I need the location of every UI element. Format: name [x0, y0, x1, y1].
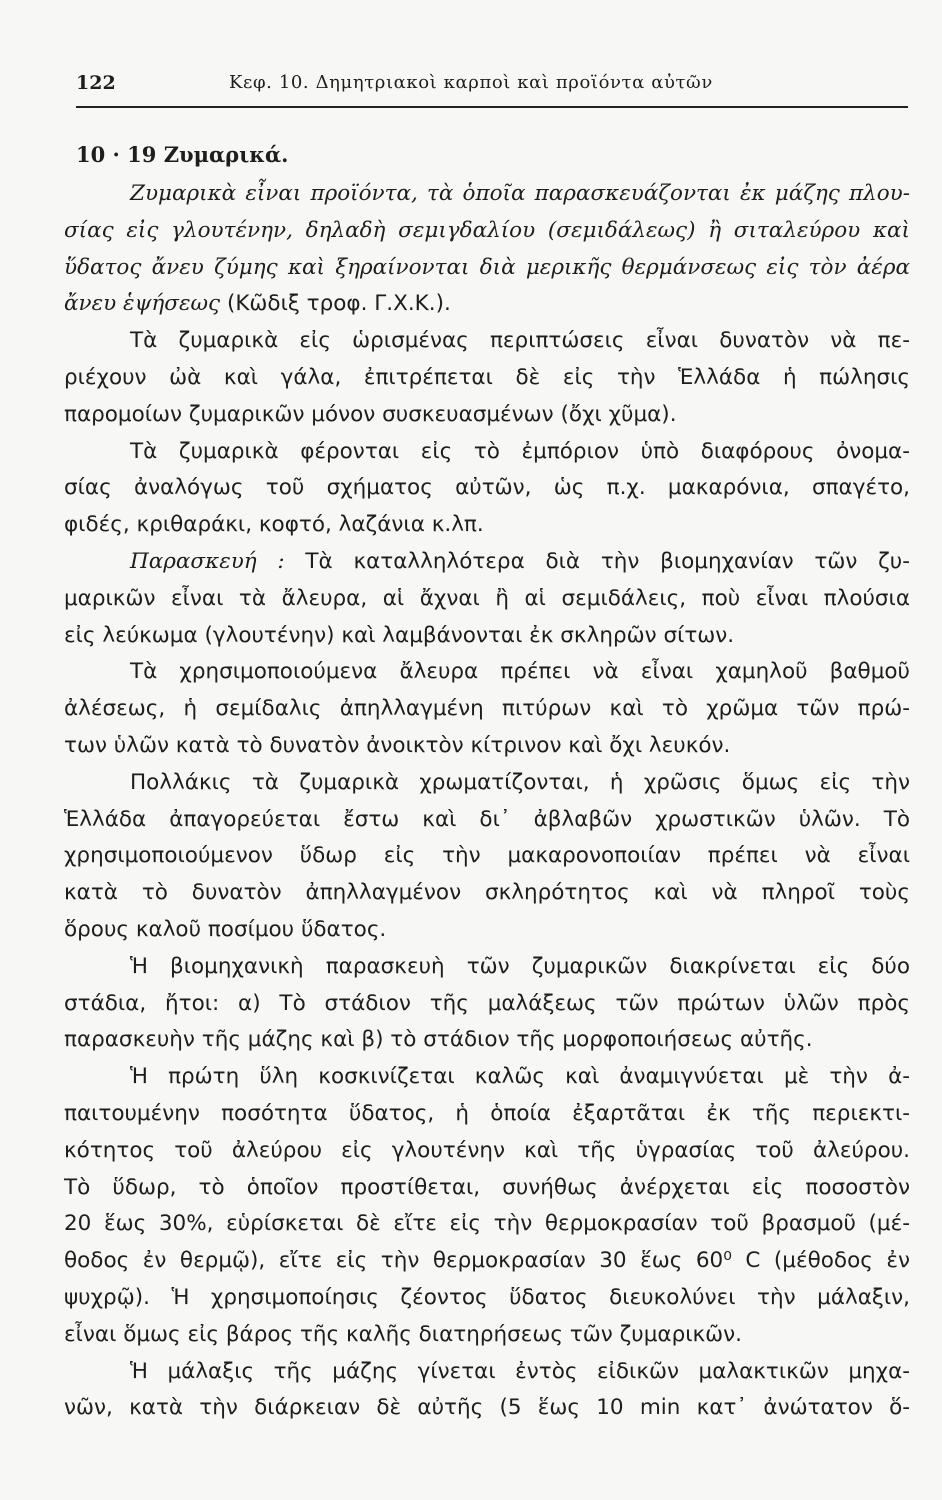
text-line: Πολλάκις τὰ ζυμαρικὰ χρωματίζονται, ἡ χρῶσις ὅμως εἰς τὴν	[130, 769, 910, 795]
text-line: σίας ἀναλόγως τοῦ σχήματος αὐτῶν, ὡς π.χ. μακαρόνια, σπαγέτο,	[64, 475, 910, 501]
text-line: χρησιμοποιούμενον ὕδωρ εἰς τὴν μακαρονοποιίαν πρέπει νὰ εἶναι	[64, 843, 910, 869]
text-line: Τὰ ζυμαρικὰ εἰς ὡρισμένας περιπτώσεις εἶναι δυνατὸν νὰ πε-	[130, 328, 910, 354]
text-line: ὕδατος ἄνευ ζύμης καὶ ξηραίνονται διὰ μερικῆς θερμάνσεως εἰς τὸν ἀέρα	[64, 254, 910, 280]
text-line: κότητος τοῦ ἀλεύρου εἰς γλουτένην καὶ τῆς ὑγρασίας τοῦ ἀλεύρου.	[64, 1137, 910, 1163]
text-line: Ἡ πρώτη ὕλη κοσκινίζεται καλῶς καὶ ἀναμιγνύεται μὲ τὴν ἀ-	[130, 1064, 910, 1090]
page-number: 122	[76, 72, 116, 94]
text-line: 20 ἕως 30%, εὑρίσκεται δὲ εἴτε εἰς τὴν θερμοκρασίαν τοῦ βρασμοῦ (μέ-	[64, 1211, 910, 1237]
text-line: εἶναι ὅμως εἰς βάρος τῆς καλῆς διατηρήσεως τῶν ζυμαρικῶν.	[64, 1321, 743, 1347]
text-line: Τὸ ὕδωρ, τὸ ὁποῖον προστίθεται, συνήθως ἀνέρχεται εἰς ποσοστὸν	[64, 1174, 910, 1200]
italic-phrase: ἄνευ ἑψήσεως	[64, 291, 221, 317]
text-line: ριέχουν ὠὰ καὶ γάλα, ἐπιτρέπεται δὲ εἰς τὴν Ἑλλάδα ἡ πώλησις	[64, 364, 910, 390]
body-text	[64, 176, 910, 1427]
text-line: στάδια, ἤτοι: α) Τὸ στάδιον τῆς μαλάξεως τῶν πρώτων ὑλῶν πρὸς	[64, 990, 910, 1016]
text-line: ψυχρῷ). Ἡ χρησιμοποίησις ζέοντος ὕδατος διευκολύνει τὴν μάλαξιν,	[64, 1284, 910, 1310]
section-title: 10 · 19 Ζυμαρικά.	[76, 142, 289, 167]
text-line: παρομοίων ζυμαρικῶν μόνον συσκευασμένων (ὄχι χῦμα).	[64, 401, 677, 427]
text-line: παιτουμένην ποσότητα ὕδατος, ἡ ὁποία ἐξαρτᾶται ἐκ τῆς περιεκτι-	[64, 1100, 910, 1126]
text-line: Ζυμαρικὰ εἶναι προϊόντα, τὰ ὁποῖα παρασκευάζονται ἐκ μάζης πλου-	[130, 181, 910, 206]
text-fragment: (Κῶδιξ τροφ. Γ.Χ.Κ.).	[220, 291, 451, 317]
italic-heading: Παρασκευή :	[130, 548, 285, 574]
page-header	[76, 68, 906, 102]
text-line: σίας εἰς γλουτένην, δηλαδὴ σεμιγδαλίου (σεμιδάλεως) ἢ σιταλεύρου καὶ	[64, 217, 910, 243]
running-head: Κεφ. 10. Δημητριακοὶ καρποὶ καὶ προϊόντα αὐτῶν	[229, 72, 713, 93]
text-line: Ἑλλάδα ἀπαγορεύεται ἔστω καὶ δι᾽ ἀβλαβῶν χρωστικῶν ὑλῶν. Τὸ	[64, 806, 910, 832]
text-line: φιδές, κριθαράκι, κοφτό, λαζάνια κ.λπ.	[64, 512, 484, 538]
text-line: νῶν, κατὰ τὴν διάρκειαν δὲ αὐτῆς (5 ἕως 10 min κατ᾽ ἀνώτατον ὅ-	[64, 1395, 910, 1421]
text-line: των ὑλῶν κατὰ τὸ δυνατὸν ἀνοικτὸν κίτρινον καὶ ὄχι λευκόν.	[64, 732, 731, 758]
text-line: Τὰ ζυμαρικὰ φέρονται εἰς τὸ ἐμπόριον ὑπὸ διαφόρους ὀνομα-	[130, 438, 910, 464]
text-line: θοδος ἐν θερμῷ), εἴτε εἰς τὴν θερμοκρασίαν 30 ἕως 60⁰ C (μέθοδος ἐν	[64, 1248, 910, 1274]
text-line: εἰς λεύκωμα (γλουτένην) καὶ λαμβάνονται ἐκ σκληρῶν σίτων.	[64, 622, 735, 648]
text-fragment: Τὰ καταλληλότερα διὰ τὴν βιομηχανίαν τῶν ζυ-	[284, 548, 910, 574]
text-line: Ἡ βιομηχανικὴ παρασκευὴ τῶν ζυμαρικῶν διακρίνεται εἰς δύο	[130, 953, 910, 979]
text-line: ὅρους καλοῦ ποσίμου ὕδατος.	[64, 916, 387, 942]
text-line: Ἡ μάλαξις τῆς μάζης γίνεται ἐντὸς εἰδικῶν μαλακτικῶν μηχα-	[130, 1358, 910, 1384]
text-line: ἀλέσεως, ἡ σεμίδαλις ἀπηλλαγμένη πιτύρων καὶ τὸ χρῶμα τῶν πρώ-	[64, 696, 910, 722]
header-rule	[76, 106, 908, 108]
text-line: κατὰ τὸ δυνατὸν ἀπηλλαγμένον σκληρότητος καὶ νὰ πληροῖ τοὺς	[64, 880, 910, 906]
text-line: παρασκευὴν τῆς μάζης καὶ β) τὸ στάδιον τῆς μορφοποιήσεως αὐτῆς.	[64, 1027, 813, 1053]
text-line: μαρικῶν εἶναι τὰ ἄλευρα, αἱ ἄχναι ἢ αἱ σεμιδάλεις, ποὺ εἶναι πλούσια	[64, 585, 910, 611]
text-line	[64, 286, 910, 323]
text-line: Τὰ χρησιμοποιούμενα ἄλευρα πρέπει νὰ εἶναι χαμηλοῦ βαθμοῦ	[130, 659, 910, 685]
text-line	[64, 544, 910, 581]
